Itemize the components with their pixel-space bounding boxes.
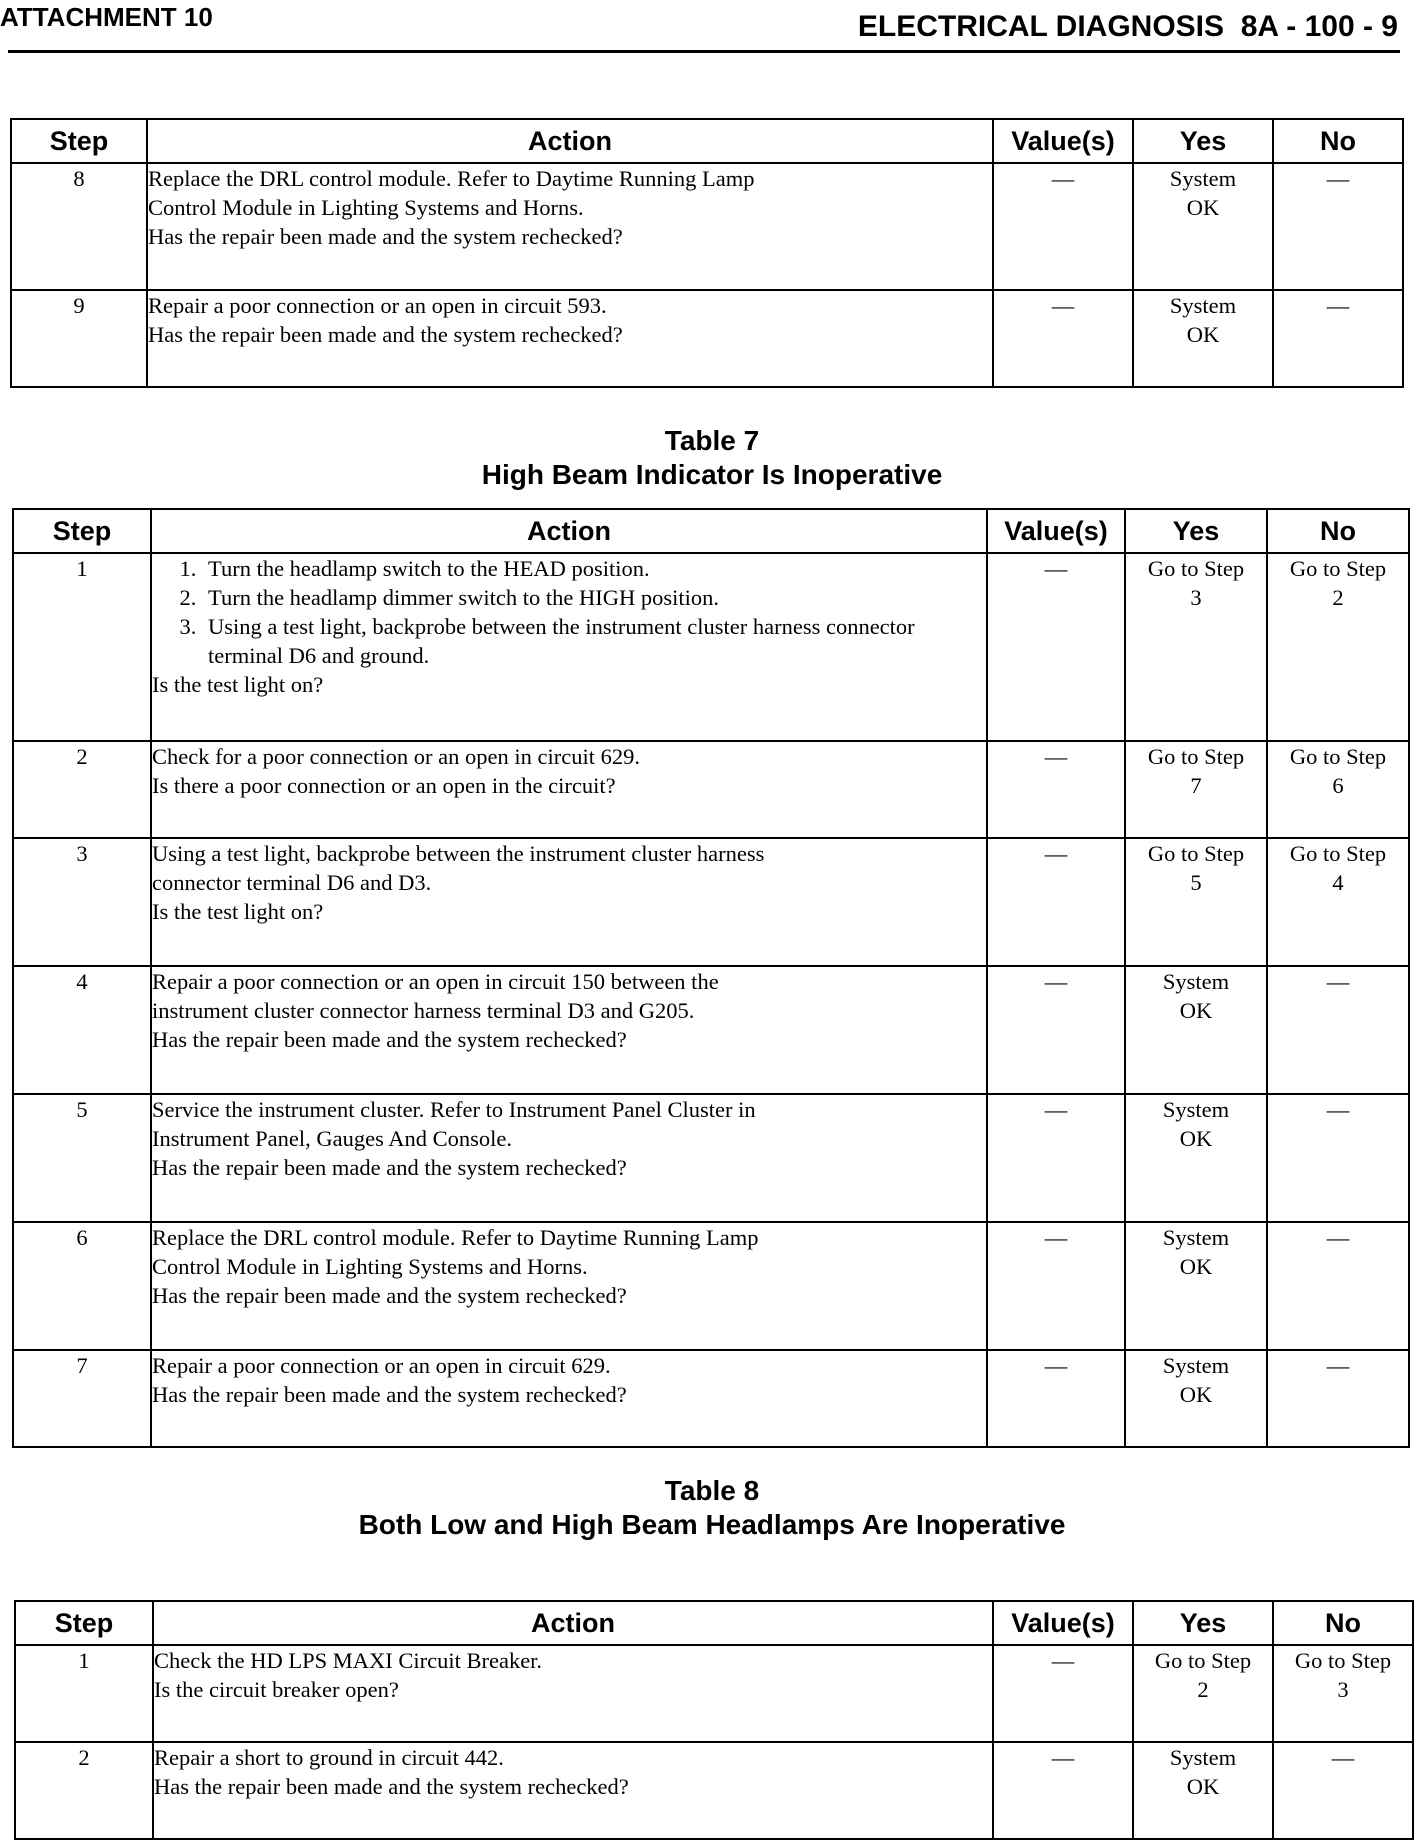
yes-cell: System OK [1125,1094,1267,1222]
yes-cell: System OK [1125,1350,1267,1447]
action-question: Has the repair been made and the system rechecked? [152,1283,627,1308]
step-number: 8 [11,163,147,290]
value-cell: — [987,1222,1125,1350]
col-header-action: Action [151,509,987,553]
table-row [13,1222,1409,1350]
col-header-yes: Yes [1133,1601,1273,1645]
value-cell: — [993,163,1133,290]
col-header-values: Value(s) [993,119,1133,163]
table-header-row [13,509,1409,553]
action-question: Is the test light on? [152,899,324,924]
table7-number: Table 7 [664,425,760,456]
action-question: Is the circuit breaker open? [154,1677,399,1702]
col-header-action: Action [153,1601,993,1645]
list-item: 3. Using a test light, backprobe between the instrument cluster harness connector terminal D6 and ground. [202,612,986,670]
no-cell: — [1267,1094,1409,1222]
table-row [11,163,1403,290]
col-header-step: Step [15,1601,153,1645]
action-steps-list [152,554,986,670]
value-cell: — [987,966,1125,1094]
value-cell: — [993,1645,1133,1742]
table-header-row [11,119,1403,163]
value-cell: — [993,1742,1133,1839]
action-question: Is the test light on? [152,672,324,697]
action-text: Check for a poor connection or an open in circuit 629. [152,744,640,769]
step-number: 2 [15,1742,153,1839]
yes-cell: Go to Step 2 [1133,1645,1273,1742]
attachment-label: ATTACHMENT 10 [0,2,213,32]
table-row [13,1350,1409,1447]
table8-heading: Both Low and High Beam Headlamps Are Inoperative [358,1509,1066,1540]
table-row [11,290,1403,387]
value-cell: — [987,1094,1125,1222]
col-header-values: Value(s) [987,509,1125,553]
action-text: Repair a poor connection or an open in circuit 150 between the instrument cluster connector harness terminal D3 and G205. [152,969,719,1023]
no-cell: — [1267,1350,1409,1447]
no-cell: — [1273,1742,1413,1839]
table-row [13,966,1409,1094]
step-number: 7 [13,1350,151,1447]
no-cell: Go to Step 4 [1267,838,1409,966]
action-question: Has the repair been made and the system rechecked? [154,1774,629,1799]
table-row [13,838,1409,966]
table8-title [0,1474,1424,1542]
col-header-no: No [1267,509,1409,553]
action-question: Is there a poor connection or an open in the circuit? [152,773,616,798]
table7-title [0,424,1424,492]
action-cell [147,290,993,387]
value-cell: — [987,553,1125,741]
yes-cell: Go to Step 3 [1125,553,1267,741]
action-cell [153,1645,993,1742]
action-text: Replace the DRL control module. Refer to Daytime Running Lamp Control Module in Lighting Systems and Horns. [148,166,755,220]
value-cell: — [987,741,1125,838]
step-number: 1 [13,553,151,741]
action-question: Has the repair been made and the system rechecked? [152,1027,627,1052]
value-cell: — [987,1350,1125,1447]
table-row [13,1094,1409,1222]
action-cell [151,553,987,741]
no-cell: Go to Step 6 [1267,741,1409,838]
col-header-step: Step [13,509,151,553]
step-number: 4 [13,966,151,1094]
step-number: 3 [13,838,151,966]
step-number: 2 [13,741,151,838]
action-cell [151,838,987,966]
action-text: Service the instrument cluster. Refer to Instrument Panel Cluster in Instrument Panel, Gauges And Console. [152,1097,756,1151]
action-cell [151,1222,987,1350]
no-cell: — [1267,1222,1409,1350]
action-text: Repair a short to ground in circuit 442. [154,1745,504,1770]
no-cell: Go to Step 2 [1267,553,1409,741]
table-row [13,741,1409,838]
table8-number: Table 8 [664,1475,760,1506]
action-question: Has the repair been made and the system rechecked? [152,1382,627,1407]
table-row [13,553,1409,741]
list-item: 1. Turn the headlamp switch to the HEAD position. [202,554,986,583]
action-cell [153,1742,993,1839]
table-header-row [15,1601,1413,1645]
action-text: Using a test light, backprobe between the instrument cluster harness connector terminal D6 and D3. [152,841,765,895]
yes-cell: Go to Step 5 [1125,838,1267,966]
col-header-yes: Yes [1133,119,1273,163]
no-cell: Go to Step 3 [1273,1645,1413,1742]
table8 [14,1600,1414,1840]
action-question: Has the repair been made and the system rechecked? [148,322,623,347]
section-page-header: ELECTRICAL DIAGNOSIS 8A - 100 - 9 [857,10,1398,43]
yes-cell: System OK [1125,966,1267,1094]
col-header-no: No [1273,1601,1413,1645]
action-text: Repair a poor connection or an open in circuit 629. [152,1353,611,1378]
action-text: Replace the DRL control module. Refer to Daytime Running Lamp Control Module in Lighting Systems and Horns. [152,1225,759,1279]
yes-cell: System OK [1125,1222,1267,1350]
action-cell [147,163,993,290]
action-cell [151,966,987,1094]
action-question: Has the repair been made and the system rechecked? [152,1155,627,1180]
action-text: Check the HD LPS MAXI Circuit Breaker. [154,1648,543,1673]
value-cell: — [993,290,1133,387]
list-item: 2. Turn the headlamp dimmer switch to the HIGH position. [202,583,986,612]
step-number: 5 [13,1094,151,1222]
col-header-action: Action [147,119,993,163]
no-cell: — [1267,966,1409,1094]
yes-cell: Go to Step 7 [1125,741,1267,838]
table-row [15,1645,1413,1742]
action-cell [151,1350,987,1447]
action-question: Has the repair been made and the system rechecked? [148,224,623,249]
step-number: 6 [13,1222,151,1350]
table-row [15,1742,1413,1839]
table-continued [10,118,1404,388]
table7 [12,508,1410,1448]
step-number: 1 [15,1645,153,1742]
yes-cell: System OK [1133,1742,1273,1839]
value-cell: — [987,838,1125,966]
yes-cell: System OK [1133,163,1273,290]
col-header-yes: Yes [1125,509,1267,553]
action-text: Repair a poor connection or an open in circuit 593. [148,293,607,318]
table7-heading: High Beam Indicator Is Inoperative [481,459,943,490]
action-cell [151,741,987,838]
yes-cell: System OK [1133,290,1273,387]
step-number: 9 [11,290,147,387]
header-rule [8,50,1400,53]
col-header-values: Value(s) [993,1601,1133,1645]
col-header-no: No [1273,119,1403,163]
no-cell: — [1273,290,1403,387]
action-cell [151,1094,987,1222]
no-cell: — [1273,163,1403,290]
col-header-step: Step [11,119,147,163]
